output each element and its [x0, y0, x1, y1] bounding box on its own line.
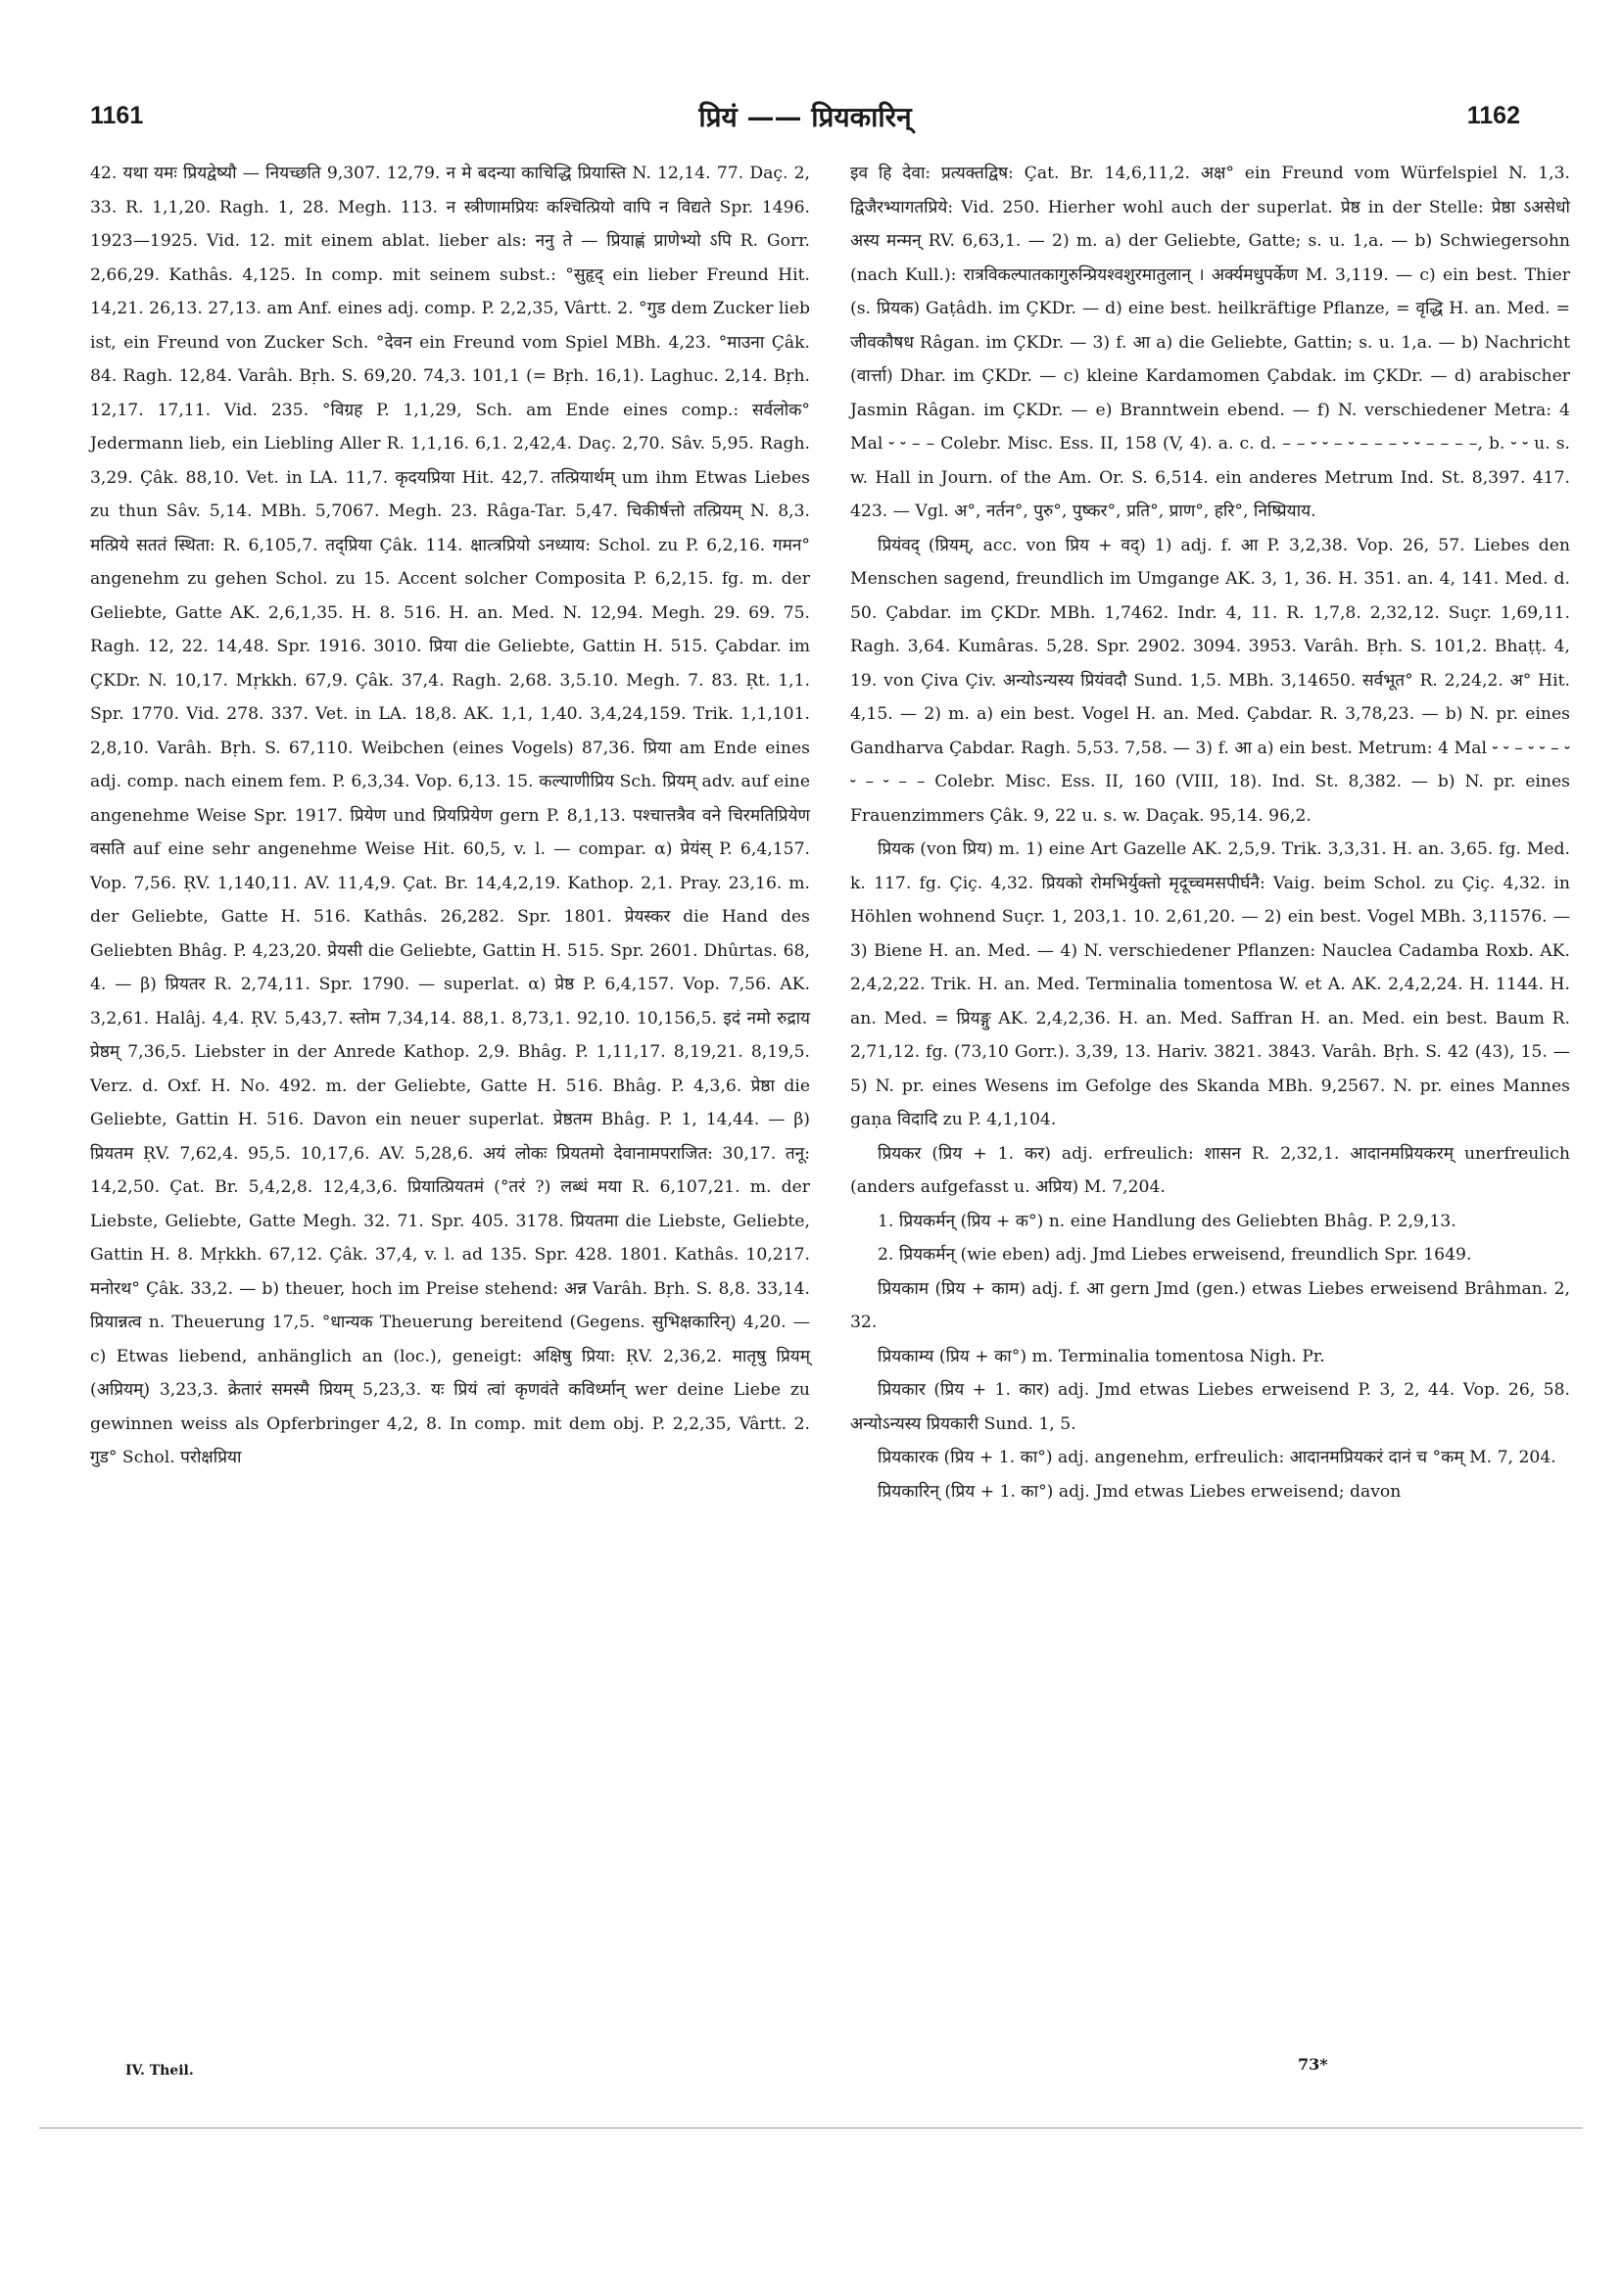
entry-priyakarman-1: 1. प्रियकर्मन् (प्रिय + क°) n. eine Handlung des Geliebten Bhâg. P. 2,9,13. — [878, 1211, 1456, 1231]
entry-priyakarin: प्रियकारिन् (प्रिय + 1. का°) adj. Jmd etwas Liebes erweisend; davon — [878, 1481, 1402, 1502]
entry-priya-continued: इव हि देवा: प्रत्यक्तद्विष: Çat. Br. 14,6,11,2. अक्ष° ein Freund vom Würfelspiel N. 1,3. द्विजैरभ्यागतप्रिये: Vid. 250. Hierher wohl auch der superlat. प्रेष्ठ in der Stelle: प्रेष्ठा ऽअसेधो अस्य मन्मन् RV. 6,63,1. — 2) m. a) der Geliebte, Gatte; s. u. 1,a. — b) Schwiegersohn (nach Kull.): रात्रविकल्पातकागुरुन्प्रियश्वशुरमातुलान् । अर्क्यमधुपर्केण M. 3,119. — c) ein best. Thier (s. प्रियक) Gaṭâdh. im ÇKDr. — d) eine best. heilkräftige Pflanze, = वृद्धि H. an. Med. = जीवकौषध Râgan. im ÇKDr. — 3) f. आ a) die Geliebte, Gattin; s. u. 1,a. — b) Nachricht (वार्त्ता) Dhar. im ÇKDr. — c) kleine Kardamomen Çabdak. im ÇKDr. — d) arabischer Jasmin Râgan. im ÇKDr. — e) Branntwein ebend. — f) N. verschiedener Metra: 4 Mal ⏑ ⏑ – – Colebr. Misc. Ess. II, 158 (V, 4). a. c. d. – – ⏑ ⏑ – ⏑ – – – ⏑ ⏑ – – – –, b. ⏑ ⏑ u. s. w. Hall in Journ. of the Am. Or. S. 6,514. ein anderes Metrum Ind. St. 8,397. 417. 423. — Vgl. अ°, नर्तन°, पुरु°, पुष्कर°, प्रति°, प्राण°, हरि°, निष्प्रियाय. — [850, 164, 1570, 521]
entry-priyakara-2: प्रियकार (प्रिय + 1. कार) adj. Jmd etwas Liebes erweisend P. 3, 2, 44. Vop. 26, 58. अन्योऽन्यस्य प्रियकारी Sund. 1, 5. — [850, 1380, 1570, 1434]
sheet-signature: 73* — [1298, 2055, 1328, 2074]
left-column — [90, 157, 810, 1475]
page-header — [90, 98, 1520, 137]
right-column — [850, 157, 1570, 1508]
entry-priyamvada: प्रियंवद् (प्रियम्, acc. von प्रिय + वद्) 1) adj. f. आ P. 3,2,38. Vop. 26, 57. Liebes den Menschen sagend, freundlich im Umgange AK. 3, 1, 36. H. 351. an. 4, 141. Med. d. 50. Çabdar. im ÇKDr. MBh. 1,7462. Indr. 4, 11. R. 1,7,8. 2,32,12. Suçr. 1,69,11. Ragh. 3,64. Kumâras. 5,28. Spr. 2902. 3094. 3953. Varâh. Bṛh. S. 101,2. Bhaṭṭ. 4, 19. von Çiva Çiv. अन्योऽन्यस्य प्रियंवदौ Sund. 1,5. MBh. 3,14650. सर्वभूत° R. 2,24,2. अ° Hit. 4,15. — 2) m. a) ein best. Vogel H. an. Med. Çabdar. R. 3,78,23. — b) N. pr. eines Gandharva Çabdar. Ragh. 5,53. 7,58. — 3) f. आ a) ein best. Metrum: 4 Mal ⏑ ⏑ – ⏑ ⏑ – ⏑ ⏑ – ⏑ – – Colebr. Misc. Ess. II, 160 (VIII, 18). Ind. St. 8,382. — b) N. pr. eines Frauenzimmers Çâk. 9, 22 u. s. w. Daçak. 95,14. 96,2. — [850, 535, 1570, 826]
running-head: प्रियं —— प्रियकारिन् — [698, 101, 912, 133]
entry-priyakama: प्रियकाम (प्रिय + काम) adj. f. आ gern Jmd (gen.) etwas Liebes erweisend Brâhman. 2, 32. — [850, 1278, 1570, 1332]
entry-priyakaraka: प्रियकारक (प्रिय + 1. का°) adj. angenehm, erfreulich: आदानमप्रियकरं दानं च °कम् M. 7, 204. — [878, 1448, 1556, 1467]
entry-priyakara: प्रियकर (प्रिय + 1. कर) adj. erfreulich: शासन R. 2,32,1. आदानमप्रियकरम् unerfreulich (anders aufgefasst u. अप्रिय) M. 7,204. — [850, 1143, 1570, 1197]
scan-divider — [39, 2128, 1583, 2129]
entry-priyakarman-2: 2. प्रियकर्मन् (wie eben) adj. Jmd Liebes erweisend, freundlich Spr. 1649. — [878, 1245, 1472, 1265]
volume-label: IV. Theil. — [125, 2063, 194, 2079]
left-page-number: 1161 — [90, 102, 144, 129]
entry-priyakamya: प्रियकाम्य (प्रिय + का°) m. Terminalia tomentosa Nigh. Pr. — [878, 1346, 1325, 1366]
right-page-number: 1162 — [1466, 102, 1520, 129]
entry-priyaka: प्रियक (von प्रिय) m. 1) eine Art Gazelle AK. 2,5,9. Trik. 3,3,31. H. an. 3,65. fg. Med. k. 117. fg. Çiç. 4,32. प्रियको रोमभिर्युक्तो मृदूच्चमसपीर्घनै: Vaig. beim Schol. zu Çiç. 4,32. in Höhlen wohnend Suçr. 1, 203,1. 10. 2,61,20. — 2) ein best. Vogel MBh. 3,11576. — 3) Biene H. an. Med. — 4) N. verschiedener Pflanzen: Nauclea Cadamba Roxb. AK. 2,4,2,22. Trik. H. an. Med. Terminalia tomentosa W. et A. AK. 2,4,2,24. H. 1144. H. an. Med. = प्रियङ्गु AK. 2,4,2,36. H. an. Med. Saffran H. an. Med. ein best. Baum R. 2,71,12. fg. (73,10 Gorr.). 3,39, 13. Hariv. 3821. 3843. Varâh. Bṛh. S. 42 (43), 15. — 5) N. pr. eines Wesens im Gefolge des Skanda MBh. 9,2567. N. pr. eines Mannes gaṇa विदादि zu P. 4,1,104. — [850, 839, 1570, 1129]
left-column-text: 42. यथा यमः प्रियद्वेष्यौ — नियच्छति 9,307. 12,79. न मे बदन्या काचिद्धि प्रियास्ति N. 12,14. 77. Daç. 2, 33. R. 1,1,20. Ragh. 1, 28. Megh. 113. न स्त्रीणामप्रियः कश्चित्प्रियो वापि न विद्यते Spr. 1496. 1923—1925. Vid. 12. mit einem ablat. lieber als: ननु ते — प्रियाह्णं प्राणेभ्यो ऽपि R. Gorr. 2,66,29. Kathâs. 4,125. In comp. mit seinem subst.: °सुहृद् ein lieber Freund Hit. 14,21. 26,13. 27,13. am Anf. eines adj. comp. P. 2,2,35, Vârtt. 2. °गुड dem Zucker lieb ist, ein Freund von Zucker Sch. °देवन ein Freund vom Spiel MBh. 4,23. °माउना Çâk. 84. Ragh. 12,84. Varâh. Bṛh. S. 69,20. 74,3. 101,1 (= Bṛh. 16,1). Laghuc. 2,14. Bṛh. 12,17. 17,11. Vid. 235. °विग्रह P. 1,1,29, Sch. am Ende eines comp.: सर्वलोक° Jedermann lieb, ein Liebling Aller R. 1,1,16. 6,1. 2,42,4. Daç. 2,70. Sâv. 5,95. Ragh. 3,29. Çâk. 88,10. Vet. in LA. 11,7. कृदयप्रिया Hit. 42,7. तत्प्रियार्थम् um ihm Etwas Liebes zu thun Sâv. 5,14. MBh. 5,7067. Megh. 23. Râga-Tar. 5,47. चिकीर्षत्तो तत्प्रियम् N. 8,3. मत्प्रिये सततं स्थिता: R. 6,105,7. तद्प्रिया Çâk. 114. क्षात्त्रप्रियो ऽनध्याय: Schol. zu P. 6,2,16. गमन° angenehm zu gehen Schol. zu 15. Accent solcher Composita P. 6,2,15. fg. m. der Geliebte, Gatte AK. 2,6,1,35. H. 8. 516. H. an. Med. N. 12,94. Megh. 29. 69. 75. Ragh. 12, 22. 14,48. Spr. 1916. 3010. प्रिया die Geliebte, Gattin H. 515. Çabdar. im ÇKDr. N. 10,17. Mṛkkh. 67,9. Çâk. 37,4. Ragh. 2,68. 3,5.10. Megh. 7. 83. Ṛt. 1,1. Spr. 1770. Vid. 278. 337. Vet. in LA. 18,8. AK. 1,1, 1,40. 3,4,24,159. Trik. 1,1,101. 2,8,10. Varâh. Bṛh. S. 67,110. Weibchen (eines Vogels) 87,36. प्रिया am Ende eines adj. comp. nach einem fem. P. 6,3,34. Vop. 6,13. 15. कल्याणीप्रिय Sch. प्रियम् adv. auf eine angenehme Weise Spr. 1917. प्रियेण und प्रियप्रियेण gern P. 8,1,13. पश्चात्तत्रैव वने चिरमतिप्रियेण वसति auf eine sehr angenehme Weise Hit. 60,5, v. l. — compar. α) प्रेयंस् P. 6,4,157. Vop. 7,56. ṚV. 1,140,11. AV. 11,4,9. Çat. Br. 14,4,2,19. Kathop. 2,1. Pray. 23,16. m. der Geliebte, Gatte H. 516. Kathâs. 26,282. Spr. 1801. प्रेयस्कर die Hand des Geliebten Bhâg. P. 4,23,20. प्रेयसी die Geliebte, Gattin H. 515. Spr. 2601. Dhûrtas. 68, 4. — β) प्रियतर R. 2,74,11. Spr. 1790. — superlat. α) प्रेष्ठ P. 6,4,157. Vop. 7,56. AK. 3,2,61. Halâj. 4,4. ṚV. 5,43,7. स्तोम 7,34,14. 88,1. 8,73,1. 92,10. 10,156,5. इदं नमो रुद्राय प्रेष्ठम् 7,36,5. Liebster in der Anrede Kathop. 2,9. Bhâg. P. 1,11,17. 8,19,21. 8,19,5. Verz. d. Oxf. H. No. 492. m. der Geliebte, Gatte H. 516. Bhâg. P. 4,3,6. प्रेष्ठा die Geliebte, Gattin H. 516. Davon ein neuer superlat. प्रेष्ठतम Bhâg. P. 1, 14,44. — β) प्रियतम ṚV. 7,62,4. 95,5. 10,17,6. AV. 5,28,6. अयं लोकः प्रियतमो देवानामपराजित: 30,17. तनू: 14,2,50. Çat. Br. 5,4,2,8. 12,4,3,6. प्रियात्प्रियतमं (°तरं ?) लब्धं मया R. 6,107,21. m. der Liebste, Geliebte, Gatte Megh. 32. 71. Spr. 405. 3178. प्रियतमा die Liebste, Geliebte, Gattin H. 8. Mṛkkh. 67,12. Çâk. 37,4, v. l. ad 135. Spr. 428. 1801. Kathâs. 10,217. मनोरथ° Çâk. 33,2. — b) theuer, hoch im Preise stehend: अन्न Varâh. Bṛh. S. 8,8. 33,14. प्रियान्नत्व n. Theuerung 17,5. °धान्यक Theuerung bereitend (Gegens. सुभिक्षकारिन्) 4,20. — c) Etwas liebend, anhänglich an (loc.), geneigt: अक्षिषु प्रिया: ṚV. 2,36,2. मातृषु प्रियम् (अप्रियम्) 3,23,3. क्रेतारं समस्मै प्रियम् 5,23,3. यः प्रियं त्वां कृणवंते कविर्ध्मान् wer deine Liebe zu gewinnen weiss als Opferbringer 4,2, 8. In comp. mit dem obj. P. 2,2,35, Vârtt. 2. गुड° Schol. परोक्षप्रिया — [90, 164, 810, 1467]
